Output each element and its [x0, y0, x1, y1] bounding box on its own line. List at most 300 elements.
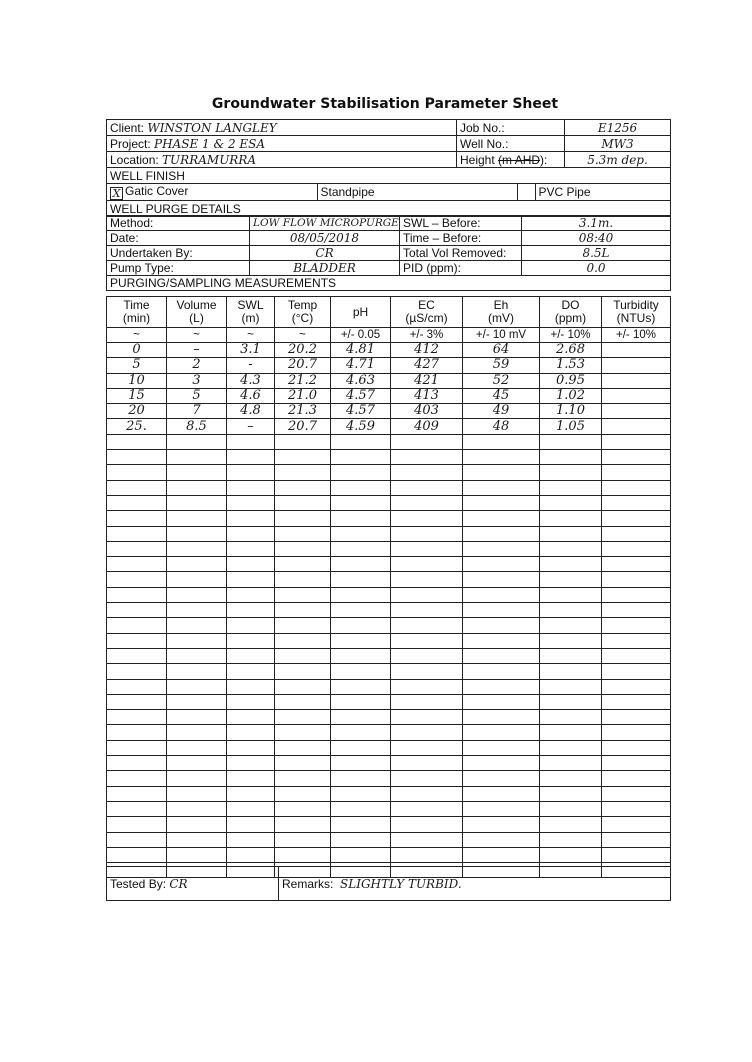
total-vol-value: 8.5L [522, 246, 671, 261]
empty-cell [391, 633, 463, 648]
empty-cell [391, 648, 463, 663]
empty-cell [167, 832, 227, 847]
empty-cell [167, 495, 227, 510]
empty-row [107, 603, 671, 618]
empty-cell [331, 465, 391, 480]
table-cell: 5 [167, 388, 227, 403]
table-cell: 20 [107, 404, 167, 419]
empty-cell [602, 541, 671, 556]
empty-row [107, 756, 671, 771]
empty-cell [602, 817, 671, 832]
empty-cell [275, 832, 331, 847]
total-vol-label: Total Vol Removed: [400, 246, 522, 261]
table-cell: 4.63 [331, 373, 391, 388]
empty-cell [463, 679, 540, 694]
empty-cell [107, 434, 167, 449]
empty-cell [391, 679, 463, 694]
empty-cell [540, 832, 602, 847]
empty-cell [602, 801, 671, 816]
column-unit: (mV) [488, 311, 514, 325]
empty-cell [107, 710, 167, 725]
table-cell: 10 [107, 373, 167, 388]
empty-cell [331, 648, 391, 663]
method-value: LOW FLOW MICROPURGE [250, 216, 400, 231]
empty-cell [331, 679, 391, 694]
empty-cell [167, 434, 227, 449]
empty-cell [227, 847, 275, 862]
table-cell: 4.57 [331, 388, 391, 403]
pvc-pipe-option: PVC Pipe [535, 184, 670, 200]
empty-cell [391, 450, 463, 465]
empty-cell [167, 725, 227, 740]
empty-row [107, 771, 671, 786]
swl-before-value: 3.1m. [522, 216, 671, 231]
empty-cell [540, 801, 602, 816]
empty-cell [540, 495, 602, 510]
empty-cell [602, 694, 671, 709]
empty-cell [602, 465, 671, 480]
table-cell: 20.7 [275, 358, 331, 373]
empty-cell [227, 633, 275, 648]
empty-cell [167, 465, 227, 480]
table-cell: 421 [391, 373, 463, 388]
empty-cell [167, 694, 227, 709]
empty-cell [227, 710, 275, 725]
empty-cell [331, 694, 391, 709]
empty-cell [107, 801, 167, 816]
empty-cell [227, 434, 275, 449]
empty-cell [602, 587, 671, 602]
empty-cell [331, 495, 391, 510]
empty-cell [275, 786, 331, 801]
empty-cell [331, 572, 391, 587]
empty-cell [391, 694, 463, 709]
empty-cell [275, 633, 331, 648]
empty-cell [391, 511, 463, 526]
empty-cell [227, 740, 275, 755]
table-cell [602, 419, 671, 434]
table-cell: 413 [391, 388, 463, 403]
empty-cell [602, 572, 671, 587]
empty-row [107, 557, 671, 572]
empty-cell [540, 480, 602, 495]
measurements-table [106, 296, 671, 878]
empty-cell [275, 740, 331, 755]
empty-row [107, 679, 671, 694]
column-name: Time [123, 298, 150, 312]
empty-cell [227, 756, 275, 771]
empty-row [107, 465, 671, 480]
pid-label: PID (ppm): [400, 261, 522, 276]
tolerance-cell: ~ [107, 328, 167, 343]
empty-cell [227, 725, 275, 740]
empty-cell [107, 648, 167, 663]
table-cell: 2.68 [540, 343, 602, 358]
empty-row [107, 480, 671, 495]
empty-cell [227, 526, 275, 541]
project-value: PHASE 1 & 2 ESA [154, 136, 266, 151]
column-unit: (min) [122, 311, 151, 325]
empty-cell [602, 664, 671, 679]
table-cell: 21.2 [275, 373, 331, 388]
empty-row [107, 710, 671, 725]
empty-cell [391, 526, 463, 541]
empty-cell [331, 603, 391, 618]
empty-cell [391, 847, 463, 862]
empty-cell [540, 740, 602, 755]
pump-type-label: Pump Type: [107, 261, 250, 276]
empty-cell [391, 725, 463, 740]
table-cell: 412 [391, 343, 463, 358]
empty-cell [275, 557, 331, 572]
tolerance-cell: ~ [167, 328, 227, 343]
empty-cell [227, 450, 275, 465]
empty-cell [331, 771, 391, 786]
empty-cell [540, 572, 602, 587]
empty-cell [540, 817, 602, 832]
empty-cell [107, 480, 167, 495]
empty-cell [227, 603, 275, 618]
empty-cell [602, 847, 671, 862]
empty-cell [107, 603, 167, 618]
empty-cell [391, 817, 463, 832]
remarks-value: SLIGHTLY TURBID. [340, 876, 462, 891]
empty-cell [107, 756, 167, 771]
table-cell: – [227, 419, 275, 434]
table-cell: 3.1 [227, 343, 275, 358]
empty-cell [602, 725, 671, 740]
table-cell: 427 [391, 358, 463, 373]
empty-cell [275, 603, 331, 618]
empty-cell [275, 480, 331, 495]
table-cell: 20.2 [275, 343, 331, 358]
empty-cell [463, 480, 540, 495]
empty-cell [463, 771, 540, 786]
undertaken-by-label: Undertaken By: [107, 246, 250, 261]
gatic-cover-option: X Gatic Cover [107, 184, 317, 200]
empty-cell [107, 495, 167, 510]
column-header [463, 297, 540, 328]
table-cell: 0 [107, 343, 167, 358]
empty-cell [227, 572, 275, 587]
table-cell: 4.3 [227, 373, 275, 388]
empty-cell [107, 541, 167, 556]
empty-cell [167, 557, 227, 572]
table-cell: 15 [107, 388, 167, 403]
undertaken-by-value: CR [250, 246, 400, 261]
table-cell: 21.0 [275, 388, 331, 403]
column-header [331, 297, 391, 328]
page-title: Groundwater Stabilisation Parameter Sheet [211, 96, 559, 112]
empty-cell [602, 434, 671, 449]
table-cell: 1.53 [540, 358, 602, 373]
table-cell: 0.95 [540, 373, 602, 388]
empty-cell [391, 465, 463, 480]
empty-cell [107, 633, 167, 648]
standpipe-option: Standpipe [317, 184, 517, 200]
table-cell: 20.7 [275, 419, 331, 434]
empty-cell [463, 664, 540, 679]
table-row [107, 404, 671, 419]
table-cell [602, 373, 671, 388]
empty-cell [463, 710, 540, 725]
empty-cell [463, 511, 540, 526]
empty-cell [463, 801, 540, 816]
empty-cell [275, 801, 331, 816]
empty-cell [107, 771, 167, 786]
table-cell: 403 [391, 404, 463, 419]
empty-cell [227, 664, 275, 679]
empty-cell [167, 480, 227, 495]
empty-cell [602, 633, 671, 648]
table-cell: 64 [463, 343, 540, 358]
empty-cell [331, 786, 391, 801]
column-header [107, 297, 167, 328]
empty-cell [227, 587, 275, 602]
empty-cell [540, 434, 602, 449]
empty-cell [540, 664, 602, 679]
empty-cell [540, 771, 602, 786]
empty-cell [602, 679, 671, 694]
column-unit: (m) [241, 311, 260, 325]
location-value: TURRAMURRA [162, 152, 257, 167]
empty-cell [463, 817, 540, 832]
empty-row [107, 664, 671, 679]
empty-cell [107, 526, 167, 541]
empty-cell [167, 710, 227, 725]
empty-cell [331, 633, 391, 648]
empty-cell [391, 832, 463, 847]
empty-cell [107, 679, 167, 694]
column-unit: (µS/cm) [405, 311, 448, 325]
empty-row [107, 526, 671, 541]
empty-row [107, 511, 671, 526]
tolerance-cell: +/- 10 mV [463, 328, 540, 343]
empty-cell [227, 480, 275, 495]
column-name: Volume [176, 298, 217, 312]
empty-cell [540, 725, 602, 740]
empty-row [107, 740, 671, 755]
empty-cell [331, 832, 391, 847]
column-header [602, 297, 671, 328]
table-cell: 48 [463, 419, 540, 434]
empty-cell [463, 618, 540, 633]
empty-cell [227, 801, 275, 816]
table-cell: – [167, 343, 227, 358]
time-before-label: Time – Before: [400, 231, 522, 246]
empty-cell [602, 526, 671, 541]
empty-cell [331, 587, 391, 602]
project-field: Project: PHASE 1 & 2 ESA [107, 136, 457, 152]
table-cell: - [227, 358, 275, 373]
empty-cell [463, 725, 540, 740]
empty-cell [331, 434, 391, 449]
empty-cell [331, 710, 391, 725]
empty-cell [331, 756, 391, 771]
empty-cell [275, 572, 331, 587]
empty-cell [275, 771, 331, 786]
empty-cell [167, 740, 227, 755]
empty-cell [463, 756, 540, 771]
empty-row [107, 618, 671, 633]
time-before-value: 08:40 [522, 231, 671, 246]
measurements-header-row [107, 297, 671, 328]
empty-row [107, 801, 671, 816]
purge-heading: WELL PURGE DETAILS [107, 201, 671, 217]
empty-cell [391, 771, 463, 786]
empty-cell [107, 694, 167, 709]
column-header [227, 297, 275, 328]
empty-row [107, 694, 671, 709]
client-value: WINSTON LANGLEY [147, 120, 277, 135]
empty-cell [463, 648, 540, 663]
column-header [540, 297, 602, 328]
empty-cell [275, 664, 331, 679]
empty-cell [227, 679, 275, 694]
empty-cell [167, 664, 227, 679]
tolerance-cell: ~ [227, 328, 275, 343]
empty-cell [463, 786, 540, 801]
empty-cell [167, 587, 227, 602]
empty-cell [540, 603, 602, 618]
empty-cell [167, 511, 227, 526]
empty-cell [602, 710, 671, 725]
table-cell: 21.3 [275, 404, 331, 419]
empty-cell [227, 541, 275, 556]
empty-row [107, 648, 671, 663]
empty-cell [167, 526, 227, 541]
date-label: Date: [107, 231, 250, 246]
empty-cell [540, 526, 602, 541]
empty-row [107, 434, 671, 449]
empty-cell [107, 450, 167, 465]
empty-cell [540, 618, 602, 633]
empty-cell [227, 618, 275, 633]
empty-cell [540, 694, 602, 709]
empty-cell [540, 679, 602, 694]
empty-cell [540, 847, 602, 862]
column-unit: (°C) [291, 311, 314, 325]
empty-cell [331, 511, 391, 526]
empty-row [107, 847, 671, 862]
empty-cell [331, 801, 391, 816]
empty-cell [463, 633, 540, 648]
empty-row [107, 786, 671, 801]
empty-cell [602, 771, 671, 786]
location-field: Location: TURRAMURRA [107, 152, 457, 168]
empty-cell [391, 664, 463, 679]
empty-cell [391, 756, 463, 771]
swl-before-label: SWL – Before: [400, 216, 522, 231]
empty-cell [227, 557, 275, 572]
empty-cell [463, 740, 540, 755]
method-label: Method: [107, 216, 250, 231]
empty-cell [391, 618, 463, 633]
table-row [107, 358, 671, 373]
empty-cell [391, 434, 463, 449]
empty-cell [540, 450, 602, 465]
empty-cell [463, 587, 540, 602]
empty-cell [167, 450, 227, 465]
table-row [107, 419, 671, 434]
tolerance-cell: +/- 3% [391, 328, 463, 343]
empty-cell [602, 557, 671, 572]
table-cell: 49 [463, 404, 540, 419]
table-cell: 409 [391, 419, 463, 434]
empty-cell [107, 572, 167, 587]
column-header [391, 297, 463, 328]
empty-cell [331, 541, 391, 556]
empty-cell [275, 587, 331, 602]
empty-cell [463, 434, 540, 449]
gatic-checkbox: X [110, 187, 123, 200]
empty-cell [107, 817, 167, 832]
empty-cell [167, 648, 227, 663]
tolerance-cell: ~ [275, 328, 331, 343]
empty-cell [167, 541, 227, 556]
remarks-field: Remarks: SLIGHTLY TURBID. [279, 867, 671, 901]
empty-cell [463, 694, 540, 709]
table-cell: 4.59 [331, 419, 391, 434]
empty-cell [540, 587, 602, 602]
empty-cell [275, 710, 331, 725]
empty-row [107, 725, 671, 740]
empty-cell [391, 801, 463, 816]
empty-cell [331, 450, 391, 465]
empty-cell [391, 480, 463, 495]
empty-row [107, 495, 671, 510]
tested-by-field: Tested By: CR [107, 867, 279, 901]
empty-cell [275, 618, 331, 633]
empty-cell [275, 694, 331, 709]
table-cell: 4.81 [331, 343, 391, 358]
date-value: 08/05/2018 [250, 231, 400, 246]
table-row [107, 388, 671, 403]
table-cell: 3 [167, 373, 227, 388]
column-name: DO [561, 298, 580, 312]
empty-cell [602, 648, 671, 663]
empty-cell [107, 465, 167, 480]
empty-cell [167, 679, 227, 694]
empty-cell [540, 756, 602, 771]
empty-cell [391, 603, 463, 618]
empty-cell [331, 618, 391, 633]
well-no-label: Well No.: [457, 136, 565, 152]
empty-cell [275, 541, 331, 556]
empty-cell [463, 541, 540, 556]
empty-cell [107, 618, 167, 633]
empty-cell [167, 801, 227, 816]
empty-cell [275, 756, 331, 771]
empty-cell [167, 572, 227, 587]
empty-cell [602, 756, 671, 771]
empty-cell [463, 526, 540, 541]
empty-cell [107, 740, 167, 755]
empty-cell [227, 648, 275, 663]
empty-cell [275, 648, 331, 663]
column-name: SWL [237, 298, 264, 312]
empty-cell [227, 832, 275, 847]
tolerance-cell: +/- 10% [540, 328, 602, 343]
empty-cell [540, 511, 602, 526]
table-cell: 4.57 [331, 404, 391, 419]
empty-cell [227, 465, 275, 480]
empty-cell [540, 557, 602, 572]
empty-cell [540, 710, 602, 725]
column-unit: (ppm) [554, 311, 587, 325]
empty-cell [391, 557, 463, 572]
table-cell: 1.02 [540, 388, 602, 403]
